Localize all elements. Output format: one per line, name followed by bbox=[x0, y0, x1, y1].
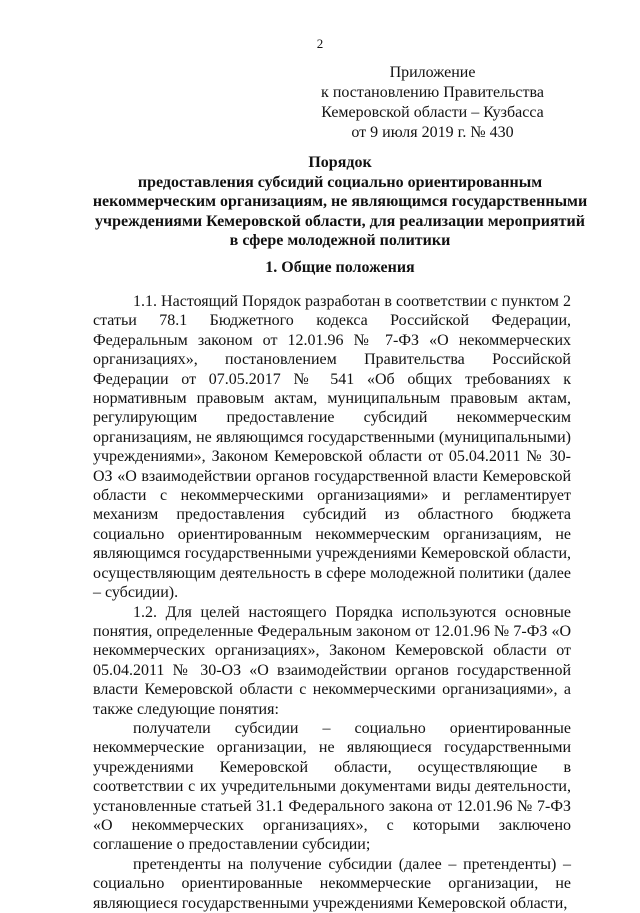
title-line-4: учреждениями Кемеровской области, для реализации мероприятий bbox=[95, 212, 585, 230]
paragraph-1-2: 1.2. Для целей настоящего Порядка используются основные понятия, определенные Федеральным законом от 12.01.96 № 7-ФЗ «О некоммерческих организациях», Законом Кемеровской области от 05.04.2011 № 30-ОЗ «О взаимодействии органов государственной власти Кемеровской области с некоммерческими организациями», а также следующие понятия: bbox=[93, 603, 571, 718]
appendix-line-4: от 9 июля 2019 г. № 430 bbox=[351, 124, 514, 141]
section-heading: 1. Общие положения bbox=[265, 259, 415, 276]
body-text bbox=[93, 292, 571, 913]
appendix-line-1: Приложение bbox=[389, 64, 476, 81]
paragraph-definition-applicants: претенденты на получение субсидии (далее – претенденты) – социально ориентированные некоммерческие организации, не являющиеся государственными учреждениями Кемеровской области, bbox=[93, 855, 571, 912]
title-line-1: Порядок bbox=[308, 154, 372, 171]
document-title bbox=[80, 153, 600, 251]
title-line-2: предоставления субсидий социально ориентированным bbox=[137, 173, 543, 191]
appendix-line-3: Кемеровской области – Кузбасса bbox=[321, 104, 544, 121]
appendix-line-2: к постановлению Правительства bbox=[321, 84, 544, 101]
title-line-5: в сфере молодежной политики bbox=[229, 232, 451, 249]
paragraph-1-1: 1.1. Настоящий Порядок разработан в соответствии с пунктом 2 статьи 78.1 Бюджетного кодекса Российской Федерации, Федеральным законом от 12.01.96 № 7-ФЗ «О некоммерческих организациях», постановлением Правительства Российской Федерации от 07.05.2017 № 541 «Об общих требованиях к нормативным правовым актам, муниципальным правовым актам, регулирующим предоставление субсидий некоммерческим организациям, не являющимся государственными (муниципальными) учреждениями», Законом Кемеровской области от 05.04.2011 № 30-ОЗ «О взаимодействии органов государственной власти Кемеровской области с некоммерческими организациями» и регламентирует механизм предоставления субсидий из областного бюджета социально ориентированным некоммерческим организациям, не являющимся государственными учреждениями Кемеровской области, осуществляющим деятельность в сфере молодежной политики (далее – субсидии). bbox=[93, 293, 571, 602]
title-line-3: некоммерческим организациям, не являющимся государственными bbox=[92, 193, 588, 210]
appendix-header bbox=[300, 63, 565, 143]
paragraph-definition-recipients: получатели субсидии – социально ориентированные некоммерческие организации, не являющиеся государственными учреждениями Кемеровской области, осуществляющие в соответствии с их учредительными документами виды деятельности, установленные статьей 31.1 Федерального закона от 12.01.96 № 7-ФЗ «О некоммерческих организациях», с которыми заключено соглашение о предоставлении субсидии; bbox=[93, 719, 571, 854]
page-number: 2 bbox=[316, 36, 324, 51]
